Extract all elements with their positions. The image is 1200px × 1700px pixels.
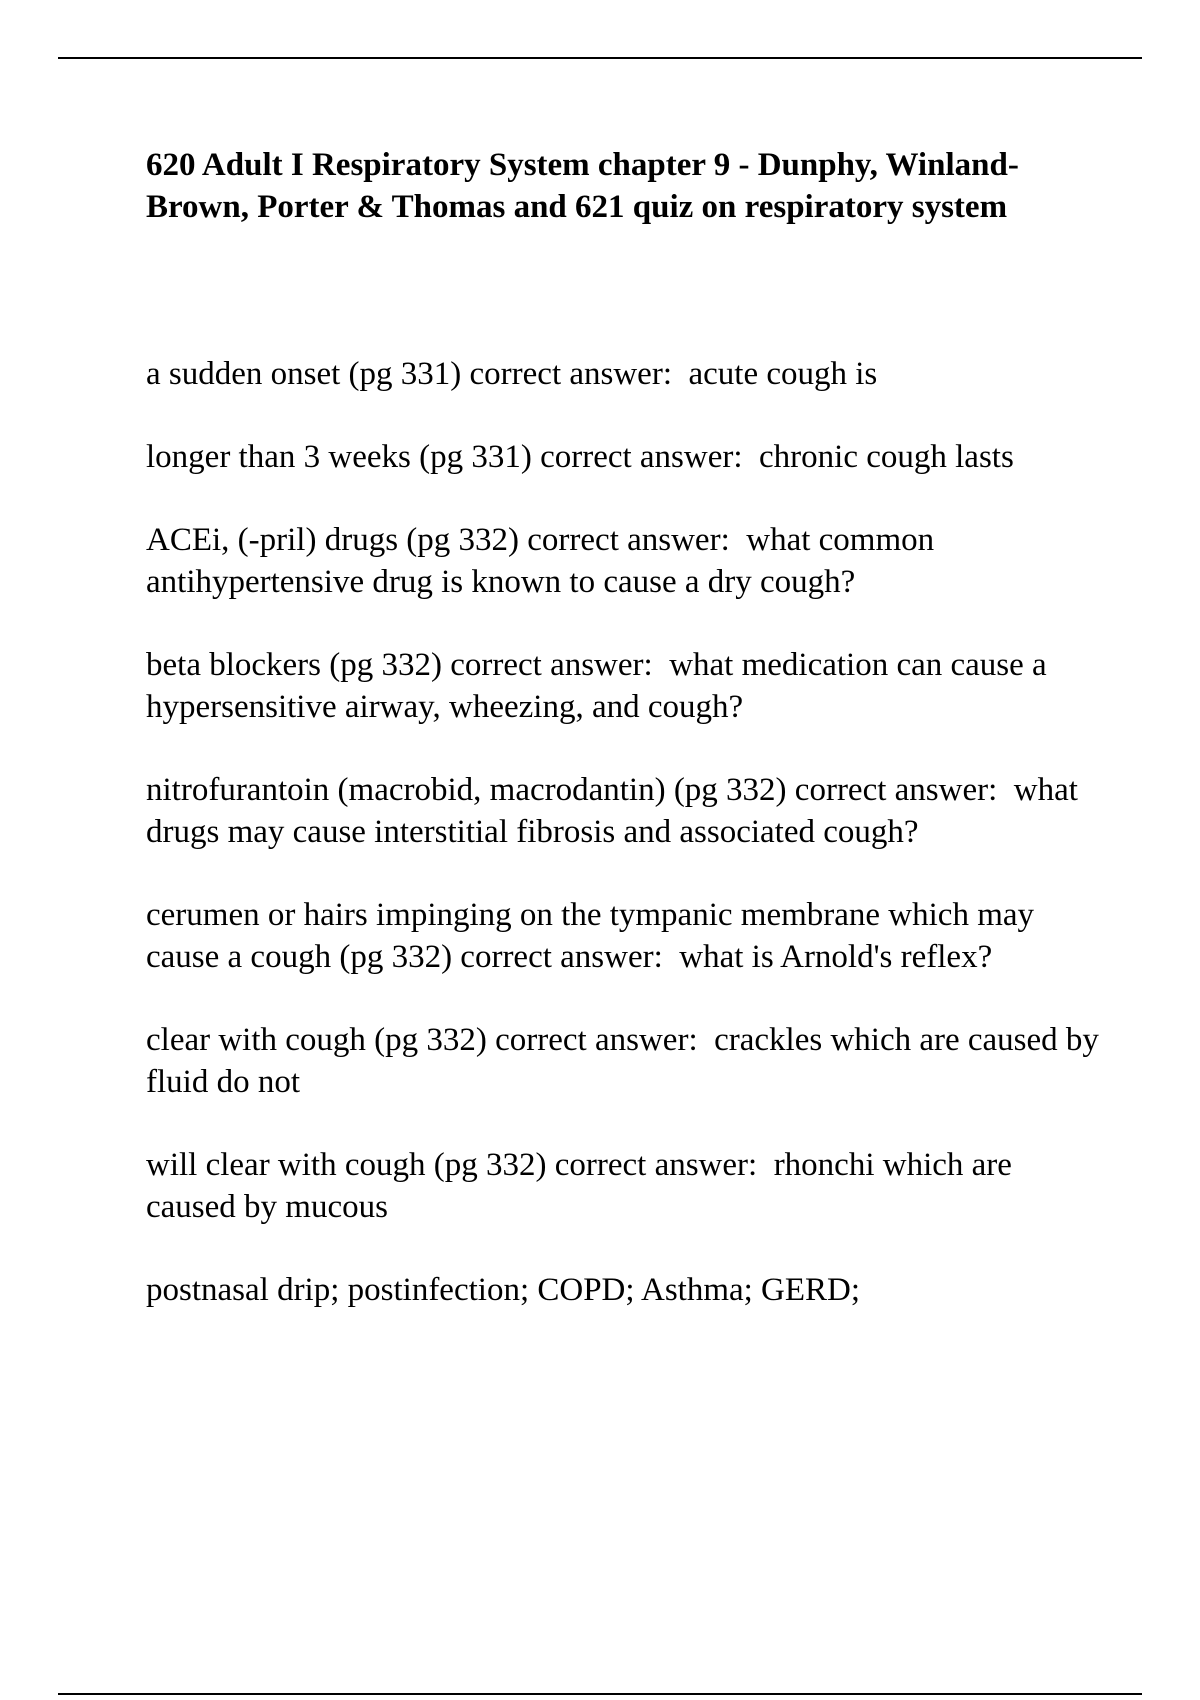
qa-item-7: clear with cough (pg 332) correct answer: crackles which are caused by fluid do not [146, 1022, 1108, 1100]
qa-item-3: ACEi, (-pril) drugs (pg 332) correct answer: what common antihypertensive drug is known to cause a dry cough? [146, 522, 943, 600]
page-title: 620 Adult I Respiratory System chapter 9 - Dunphy, Winland-Brown, Porter & Thomas and 621 quiz on respiratory system [146, 147, 1019, 225]
bottom-divider [58, 1693, 1142, 1695]
qa-item-4: beta blockers (pg 332) correct answer: what medication can cause a hypersensitive airway, wheezing, and cough? [146, 647, 1055, 725]
qa-item-1: a sudden onset (pg 331) correct answer: acute cough is [146, 356, 878, 392]
qa-item-2: longer than 3 weeks (pg 331) correct answer: chronic cough lasts [146, 439, 1014, 475]
qa-item-9: postnasal drip; postinfection; COPD; Asthma; GERD; [146, 1272, 861, 1308]
qa-list [146, 353, 1106, 1352]
qa-item-6: cerumen or hairs impinging on the tympanic membrane which may cause a cough (pg 332) correct answer: what is Arnold's reflex? [146, 897, 1043, 975]
qa-item-5: nitrofurantoin (macrobid, macrodantin) (pg 332) correct answer: what drugs may cause interstitial fibrosis and associated cough? [146, 772, 1087, 850]
qa-item-8: will clear with cough (pg 332) correct answer: rhonchi which are caused by mucous [146, 1147, 1021, 1225]
top-divider [58, 57, 1142, 59]
